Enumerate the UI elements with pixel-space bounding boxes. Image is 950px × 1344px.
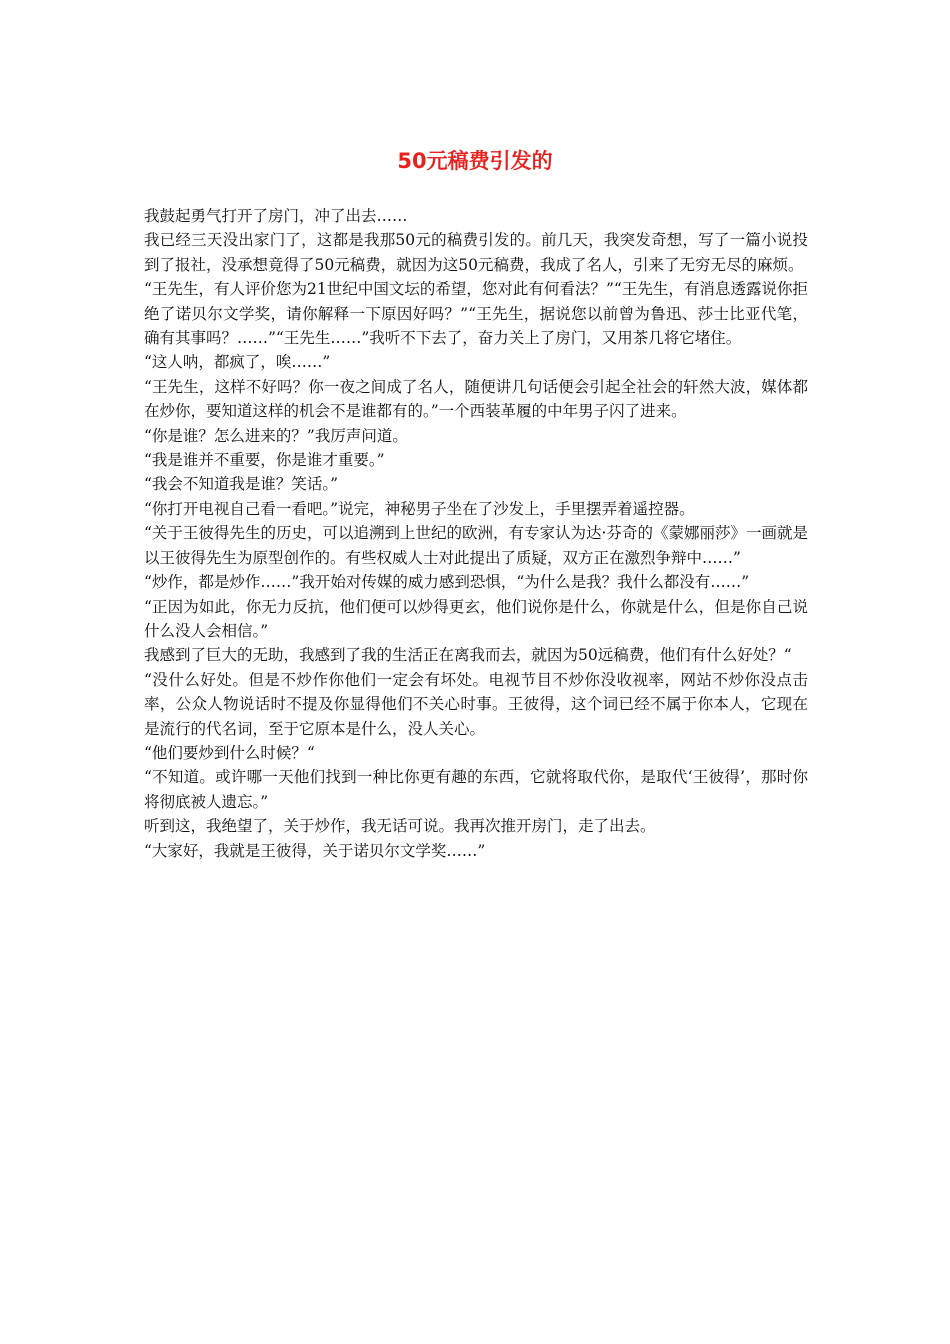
paragraph-16: “不知道。或许哪一天他们找到一种比你更有趣的东西，它就将取代你，是取代‘王彼得’，那时你将彻底被人遗忘。” <box>144 768 808 811</box>
paragraph-1: 我鼓起勇气打开了房门，冲了出去…… <box>144 207 408 225</box>
paragraph-10: “关于王彼得先生的历史，可以追溯到上世纪的欧洲，有专家认为达·芬奇的《蒙娜丽莎》一画就是以王彼得先生为原型创作的。有些权威人士对此提出了质疑，双方正在激烈争辩中……” <box>144 524 808 567</box>
paragraph-8: “我会不知道我是谁？笑话。” <box>144 475 339 494</box>
document-title: 50元稿费引发的 <box>397 149 553 173</box>
paragraph-17: 听到这，我绝望了，关于炒作，我无话可说。我再次推开房门，走了出去。 <box>144 817 656 836</box>
paragraph-6: “你是谁？怎么进来的？”我厉声问道。 <box>144 426 408 445</box>
paragraph-7: “我是谁并不重要，你是谁才重要。” <box>144 451 385 470</box>
paragraph-5: “王先生，这样不好吗？你一夜之间成了名人，随便讲几句话便会引起全社会的轩然大波，媒体都在炒你，要知道这样的机会不是谁都有的。”一个西装革履的中年男子闪了进来。 <box>144 377 808 421</box>
document-body <box>144 204 808 863</box>
paragraph-12: “正因为如此，你无力反抗，他们便可以炒得更玄，他们说你是什么，你就是什么，但是你自己说什么没人会相信。” <box>144 597 808 640</box>
paragraph-13: 我感到了巨大的无助，我感到了我的生活正在离我而去，就因为50远稿费，他们有什么好处？“ <box>144 646 792 665</box>
paragraph-15: “他们要炒到什么时候？“ <box>144 743 315 762</box>
paragraph-11: “炒作，都是炒作……”我开始对传媒的威力感到恐惧，“为什么是我？我什么都没有……” <box>144 573 750 592</box>
paragraph-9: “你打开电视自己看一看吧。”说完，神秘男子坐在了沙发上，手里摆弄着遥控器。 <box>144 499 695 518</box>
paragraph-2: 我已经三天没出家门了，这都是我那50元的稿费引发的。前几天，我突发奇想，写了一篇小说投到了报社，没承想竟得了50元稿费，就因为这50元稿费，我成了名人，引来了无穷无尽的麻烦。 <box>144 231 808 274</box>
paragraph-4: “这人呐，都疯了，唉……” <box>144 353 331 372</box>
paragraph-18: “大家好，我就是王彼得，关于诺贝尔文学奖……” <box>144 841 486 860</box>
paragraph-3: “王先生，有人评价您为21世纪中国文坛的希望，您对此有何看法？”“王先生，有消息透露说你拒绝了诺贝尔文学奖，请你解释一下原因好吗？”“王先生，据说您以前曾为鲁迅、莎士比亚代笔，确有其事吗？……”“王先生……”我听不下去了，奋力关上了房门，又用茶几将它堵住。 <box>144 280 808 348</box>
paragraph-14: “没什么好处。但是不炒作你他们一定会有坏处。电视节目不炒你没收视率，网站不炒你没点击率，公众人物说话时不提及你显得他们不关心时事。王彼得，这个词已经不属于你本人，它现在是流行的代名词，至于它原本是什么，没人关心。 <box>144 670 808 738</box>
